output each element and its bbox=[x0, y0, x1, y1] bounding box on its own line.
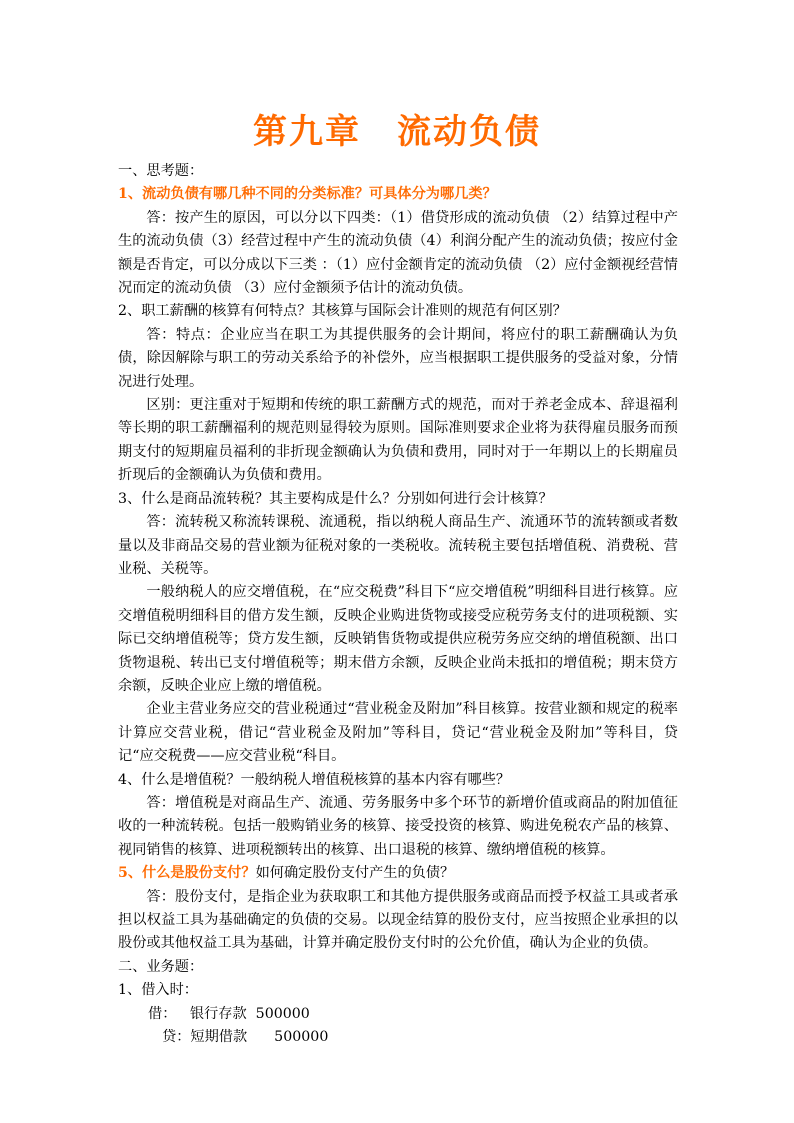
question-5-rest: 如何确定股份支付产生的负债？ bbox=[255, 865, 455, 882]
journal-debit-line: 借： 银行存款 500000 bbox=[148, 1005, 310, 1022]
question-1: 1、流动负债有哪几种不同的分类标准？可具体分为哪几类？ bbox=[118, 186, 497, 203]
answer-2-features: 答：特点：企业应当在职工为其提供服务的会计期间，将应付的职工薪酬确认为负债，除因解除与职工的劳动关系给予的补偿外，应当根据职工提供服务的受益对象，分情况进行处理。 bbox=[118, 326, 678, 390]
answer-5: 答：股份支付，是指企业为获取职工和其他方提供服务或商品而授予权益工具或者承担以权益工具为基础确定的负债的交易。以现金结算的股份支付，应当按照企业承担的以股份或其他权益工具为基础，计算并确定股份支付时的公允价值，确认为企业的负债。 bbox=[118, 888, 678, 952]
section-heading-business: 二、业务题： bbox=[118, 958, 204, 975]
question-2: 2、职工薪酬的核算有何特点？其核算与国际会计准则的规范有何区别？ bbox=[118, 303, 567, 320]
question-5-highlight: 5、什么是股份支付？ bbox=[118, 865, 256, 882]
question-5 bbox=[118, 862, 678, 885]
answer-3-definition: 答：流转税又称流转课税、流通税，指以纳税人商品生产、流通环节的流转额或者数量以及非商品交易的营业额为征税对象的一类税收。流转税主要包括增值税、消费税、营业税、关税等。 bbox=[118, 514, 678, 577]
answer-3-business-tax: 企业主营业务应交的营业税通过“营业税金及附加”科目核算。按营业额和规定的税率计算应交营业税，借记“营业税金及附加”等科目，贷记“营业税金及附加”等科目，贷记“应交税费——应交营业税“科目。 bbox=[118, 701, 678, 765]
question-3: 3、什么是商品流转税？其主要构成是什么？分别如何进行会计核算？ bbox=[118, 490, 553, 507]
answer-2-difference: 区别：更注重对于短期和传统的职工薪酬方式的规范，而对于养老金成本、辞退福利等长期的职工薪酬福利的规范则显得较为原则。国际准则要求企业将为获得雇员服务而预期支付的短期雇员福利的非折现金额确认为负债和费用，同时对于一年期以上的长期雇员折现后的金额确认为负债和费用。 bbox=[118, 397, 678, 484]
answer-4: 答：增值税是对商品生产、流通、劳务服务中多个环节的新增价值或商品的附加值征收的一种流转税。包括一般购销业务的核算、接受投资的核算、购进免税农产品的核算、视同销售的核算、进项税额转出的核算、出口退税的核算、缴纳增值税的核算。 bbox=[118, 794, 678, 858]
question-4: 4、什么是增值税？一般纳税人增值税核算的基本内容有哪些？ bbox=[118, 771, 511, 788]
chapter-title: 第九章 流动负债 bbox=[253, 112, 541, 152]
answer-3-vat: 一般纳税人的应交增值税，在“应交税费”科目下“应交增值税”明细科目进行核算。应交增值税明细科目的借方发生额，反映企业购进货物或接受应税劳务支付的进项税额、实际已交纳增值税等；贷方发生额，反映销售货物或提供应税劳务应交纳的增值税额、出口货物退税、转出已支付增值税等；期末借方余额，反映企业尚未抵扣的增值税；期末贷方余额，反映企业应上缴的增值税。 bbox=[118, 584, 678, 694]
document-body bbox=[118, 160, 678, 1049]
section-heading-thinking: 一、思考题： bbox=[118, 163, 204, 179]
answer-1: 答：按产生的原因，可以分以下四类：（1）借贷形成的流动负债 （2）结算过程中产生的流动负债（3）经营过程中产生的流动负债（4）利润分配产生的流动负债；按应付金额是否肯定，可以分成以下三类 ：（1）应付金额肯定的流动负债 （2）应付金额视经营情况而定的流动负债 （3）应付金额须予估计的流动负债。 bbox=[118, 209, 678, 297]
task-1-label: 1、借入时： bbox=[118, 982, 198, 999]
journal-credit-line: 贷：短期借款 500000 bbox=[162, 1029, 329, 1046]
